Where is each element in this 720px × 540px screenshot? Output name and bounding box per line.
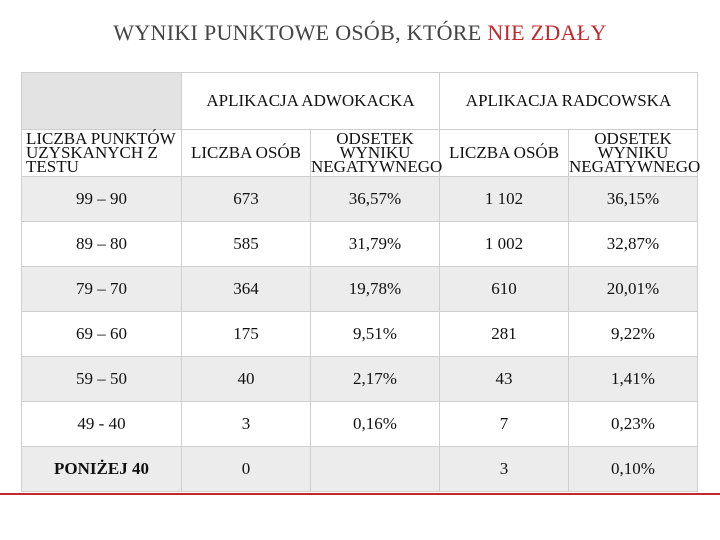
rad-count-cell: 7 [440, 402, 569, 447]
rad-count-cell: 610 [440, 267, 569, 312]
adw-count-cell: 3 [182, 402, 311, 447]
rad-pct-cell: 0,23% [569, 402, 698, 447]
adw-count-cell: 40 [182, 357, 311, 402]
table-row [22, 177, 698, 222]
title-text: WYNIKI PUNKTOWE OSÓB, KTÓRE [113, 20, 488, 45]
rad-pct-cell: 32,87% [569, 222, 698, 267]
rad-count-cell: 43 [440, 357, 569, 402]
rad-pct-cell: 1,41% [569, 357, 698, 402]
page-title [0, 20, 720, 46]
points-range-cell: 99 – 90 [22, 177, 182, 222]
adw-count-cell: 175 [182, 312, 311, 357]
group-header-row [22, 73, 698, 130]
points-range-cell: 69 – 60 [22, 312, 182, 357]
sub-header-adw-count: LICZBA OSÓB [182, 130, 311, 177]
sub-header-rad-pct: ODSETEK WYNIKU NEGATYWNEGO [569, 129, 701, 176]
adw-count-cell: 0 [182, 447, 311, 492]
rad-count-cell: 1 002 [440, 222, 569, 267]
table-row [22, 222, 698, 267]
bottom-accent-rule [0, 493, 720, 495]
title-highlight: NIE ZDAŁY [487, 20, 607, 45]
adw-pct-cell: 9,51% [311, 312, 440, 357]
sub-header-row [22, 130, 698, 177]
table-row [22, 267, 698, 312]
rad-pct-cell: 36,15% [569, 177, 698, 222]
adw-pct-cell: 19,78% [311, 267, 440, 312]
adw-pct-cell: 31,79% [311, 222, 440, 267]
rad-pct-cell: 20,01% [569, 267, 698, 312]
results-table [21, 72, 701, 492]
row-label-header: LICZBA PUNKTÓW UZYSKANYCH Z TESTU [22, 130, 182, 177]
adw-count-cell: 673 [182, 177, 311, 222]
adw-count-cell: 585 [182, 222, 311, 267]
adw-count-cell: 364 [182, 267, 311, 312]
sub-header-adw-pct: ODSETEK WYNIKU NEGATYWNEGO [311, 129, 443, 176]
rad-count-cell: 1 102 [440, 177, 569, 222]
rad-pct-cell: 0,10% [569, 447, 698, 492]
table-row [22, 402, 698, 447]
table-row [22, 447, 698, 492]
points-range-cell: 89 – 80 [22, 222, 182, 267]
header-blank-cell [22, 73, 182, 130]
points-range-cell: PONIŻEJ 40 [22, 447, 182, 492]
adw-pct-cell: 0,16% [311, 402, 440, 447]
rad-pct-cell: 9,22% [569, 312, 698, 357]
rad-count-cell: 281 [440, 312, 569, 357]
rad-count-cell: 3 [440, 447, 569, 492]
points-range-cell: 59 – 50 [22, 357, 182, 402]
table-row [22, 357, 698, 402]
sub-header-rad-count: LICZBA OSÓB [440, 130, 569, 177]
group-header-adwokacka: APLIKACJA ADWOKACKA [182, 73, 440, 130]
points-range-cell: 79 – 70 [22, 267, 182, 312]
adw-pct-cell [311, 447, 440, 492]
points-range-cell: 49 - 40 [22, 402, 182, 447]
adw-pct-cell: 36,57% [311, 177, 440, 222]
group-header-radcowska: APLIKACJA RADCOWSKA [440, 73, 698, 130]
table-row [22, 312, 698, 357]
adw-pct-cell: 2,17% [311, 357, 440, 402]
